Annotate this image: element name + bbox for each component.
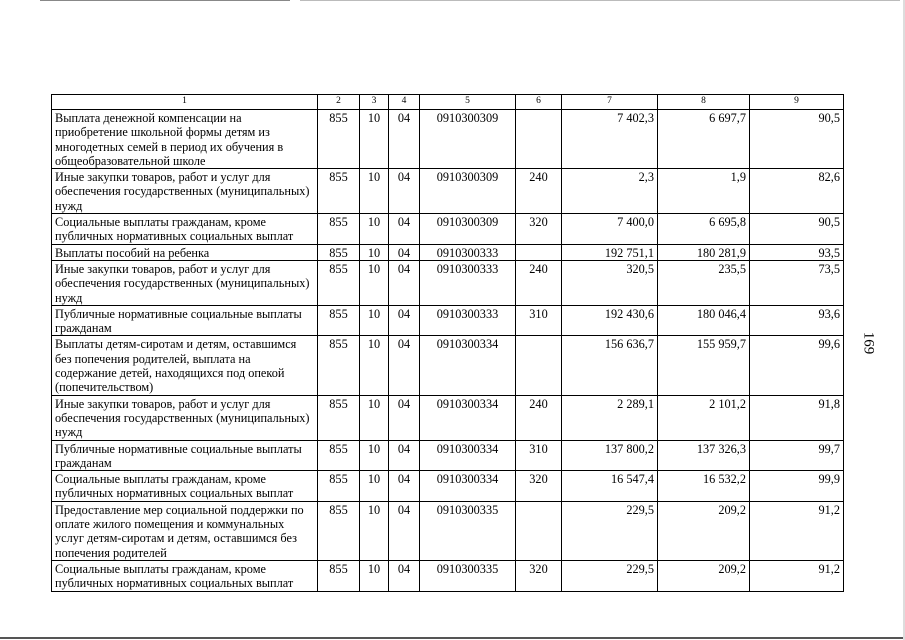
pr-code: 04 <box>389 110 420 169</box>
table-row <box>52 501 844 560</box>
csr-code: 0910300333 <box>420 260 516 305</box>
pr-code: 04 <box>389 471 420 502</box>
gr-code: 855 <box>318 305 360 336</box>
plan-amount: 192 430,6 <box>562 305 658 336</box>
expense-name: Социальные выплаты гражданам, кроме публичных нормативных социальных выплат <box>52 214 318 245</box>
percent-executed: 99,9 <box>750 471 844 502</box>
rz-code: 10 <box>360 395 389 440</box>
plan-amount: 7 400,0 <box>562 214 658 245</box>
percent-executed: 82,6 <box>750 169 844 214</box>
vr-code <box>516 501 562 560</box>
vr-code: 310 <box>516 440 562 471</box>
rz-code: 10 <box>360 501 389 560</box>
table-row <box>52 560 844 591</box>
pr-code: 04 <box>389 244 420 260</box>
csr-code: 0910300334 <box>420 336 516 395</box>
column-number: 6 <box>516 95 562 110</box>
table-row <box>52 440 844 471</box>
column-number: 8 <box>658 95 750 110</box>
fact-amount: 235,5 <box>658 260 750 305</box>
vr-code: 240 <box>516 169 562 214</box>
plan-amount: 229,5 <box>562 560 658 591</box>
percent-executed: 91,2 <box>750 501 844 560</box>
gr-code: 855 <box>318 244 360 260</box>
gr-code: 855 <box>318 336 360 395</box>
gr-code: 855 <box>318 169 360 214</box>
expense-name: Выплата денежной компенсации на приобретение школьной формы детям из многодетных семей в период их обучения в общеобразовательной школе <box>52 110 318 169</box>
pr-code: 04 <box>389 260 420 305</box>
rz-code: 10 <box>360 169 389 214</box>
percent-executed: 73,5 <box>750 260 844 305</box>
pr-code: 04 <box>389 214 420 245</box>
expense-name: Иные закупки товаров, работ и услуг для обеспечения государственных (муниципальных) нужд <box>52 260 318 305</box>
plan-amount: 2,3 <box>562 169 658 214</box>
scan-top-rule-right <box>300 0 900 1</box>
plan-amount: 229,5 <box>562 501 658 560</box>
plan-amount: 192 751,1 <box>562 244 658 260</box>
csr-code: 0910300333 <box>420 305 516 336</box>
column-number: 1 <box>52 95 318 110</box>
rz-code: 10 <box>360 471 389 502</box>
column-number: 3 <box>360 95 389 110</box>
csr-code: 0910300334 <box>420 395 516 440</box>
expense-name: Публичные нормативные социальные выплаты гражданам <box>52 305 318 336</box>
csr-code: 0910300335 <box>420 560 516 591</box>
fact-amount: 16 532,2 <box>658 471 750 502</box>
fact-amount: 180 281,9 <box>658 244 750 260</box>
fact-amount: 2 101,2 <box>658 395 750 440</box>
fact-amount: 6 697,7 <box>658 110 750 169</box>
table-row <box>52 471 844 502</box>
expense-name: Предоставление мер социальной поддержки по оплате жилого помещения и коммунальных услуг детям-сиротам и детям, оставшимся без попечения родителей <box>52 501 318 560</box>
gr-code: 855 <box>318 501 360 560</box>
vr-code: 320 <box>516 214 562 245</box>
plan-amount: 137 800,2 <box>562 440 658 471</box>
vr-code <box>516 244 562 260</box>
vr-code: 320 <box>516 471 562 502</box>
fact-amount: 209,2 <box>658 501 750 560</box>
column-number: 7 <box>562 95 658 110</box>
plan-amount: 16 547,4 <box>562 471 658 502</box>
gr-code: 855 <box>318 260 360 305</box>
percent-executed: 91,8 <box>750 395 844 440</box>
plan-amount: 2 289,1 <box>562 395 658 440</box>
percent-executed: 99,7 <box>750 440 844 471</box>
expense-name: Социальные выплаты гражданам, кроме публичных нормативных социальных выплат <box>52 471 318 502</box>
rz-code: 10 <box>360 244 389 260</box>
percent-executed: 93,5 <box>750 244 844 260</box>
vr-code: 320 <box>516 560 562 591</box>
table-row <box>52 260 844 305</box>
vr-code: 310 <box>516 305 562 336</box>
pr-code: 04 <box>389 305 420 336</box>
table-row <box>52 169 844 214</box>
csr-code: 0910300309 <box>420 214 516 245</box>
fact-amount: 6 695,8 <box>658 214 750 245</box>
fact-amount: 155 959,7 <box>658 336 750 395</box>
pr-code: 04 <box>389 440 420 471</box>
plan-amount: 156 636,7 <box>562 336 658 395</box>
plan-amount: 7 402,3 <box>562 110 658 169</box>
column-number: 2 <box>318 95 360 110</box>
expense-name: Выплаты детям-сиротам и детям, оставшимся без попечения родителей, выплата на содержание детей, находящихся под опекой (попечительством) <box>52 336 318 395</box>
fact-amount: 209,2 <box>658 560 750 591</box>
expense-name: Публичные нормативные социальные выплаты гражданам <box>52 440 318 471</box>
column-number: 5 <box>420 95 516 110</box>
gr-code: 855 <box>318 395 360 440</box>
vr-code <box>516 110 562 169</box>
percent-executed: 90,5 <box>750 110 844 169</box>
gr-code: 855 <box>318 110 360 169</box>
column-number: 9 <box>750 95 844 110</box>
fact-amount: 1,9 <box>658 169 750 214</box>
expense-name: Иные закупки товаров, работ и услуг для обеспечения государственных (муниципальных) нужд <box>52 169 318 214</box>
table-row <box>52 214 844 245</box>
rz-code: 10 <box>360 305 389 336</box>
expense-name: Иные закупки товаров, работ и услуг для обеспечения государственных (муниципальных) нужд <box>52 395 318 440</box>
csr-code: 0910300309 <box>420 110 516 169</box>
fact-amount: 137 326,3 <box>658 440 750 471</box>
rz-code: 10 <box>360 440 389 471</box>
scan-bottom-rule <box>0 637 905 639</box>
percent-executed: 90,5 <box>750 214 844 245</box>
budget-table <box>51 94 844 592</box>
expense-name: Выплаты пособий на ребенка <box>52 244 318 260</box>
rz-code: 10 <box>360 336 389 395</box>
rz-code: 10 <box>360 214 389 245</box>
pr-code: 04 <box>389 501 420 560</box>
csr-code: 0910300333 <box>420 244 516 260</box>
vr-code <box>516 336 562 395</box>
pr-code: 04 <box>389 336 420 395</box>
rz-code: 10 <box>360 560 389 591</box>
gr-code: 855 <box>318 214 360 245</box>
table-body <box>52 95 844 592</box>
percent-executed: 91,2 <box>750 560 844 591</box>
percent-executed: 99,6 <box>750 336 844 395</box>
percent-executed: 93,6 <box>750 305 844 336</box>
gr-code: 855 <box>318 560 360 591</box>
vr-code: 240 <box>516 260 562 305</box>
csr-code: 0910300334 <box>420 471 516 502</box>
gr-code: 855 <box>318 440 360 471</box>
column-number: 4 <box>389 95 420 110</box>
table-row <box>52 395 844 440</box>
pr-code: 04 <box>389 395 420 440</box>
column-number-row <box>52 95 844 110</box>
page-number: 169 <box>860 331 877 355</box>
table-row <box>52 110 844 169</box>
vr-code: 240 <box>516 395 562 440</box>
expense-name: Социальные выплаты гражданам, кроме публичных нормативных социальных выплат <box>52 560 318 591</box>
table-row <box>52 305 844 336</box>
csr-code: 0910300309 <box>420 169 516 214</box>
gr-code: 855 <box>318 471 360 502</box>
rz-code: 10 <box>360 110 389 169</box>
pr-code: 04 <box>389 560 420 591</box>
plan-amount: 320,5 <box>562 260 658 305</box>
scan-top-rule-left <box>40 0 290 1</box>
pr-code: 04 <box>389 169 420 214</box>
rz-code: 10 <box>360 260 389 305</box>
table-row <box>52 244 844 260</box>
table-row <box>52 336 844 395</box>
csr-code: 0910300335 <box>420 501 516 560</box>
fact-amount: 180 046,4 <box>658 305 750 336</box>
csr-code: 0910300334 <box>420 440 516 471</box>
